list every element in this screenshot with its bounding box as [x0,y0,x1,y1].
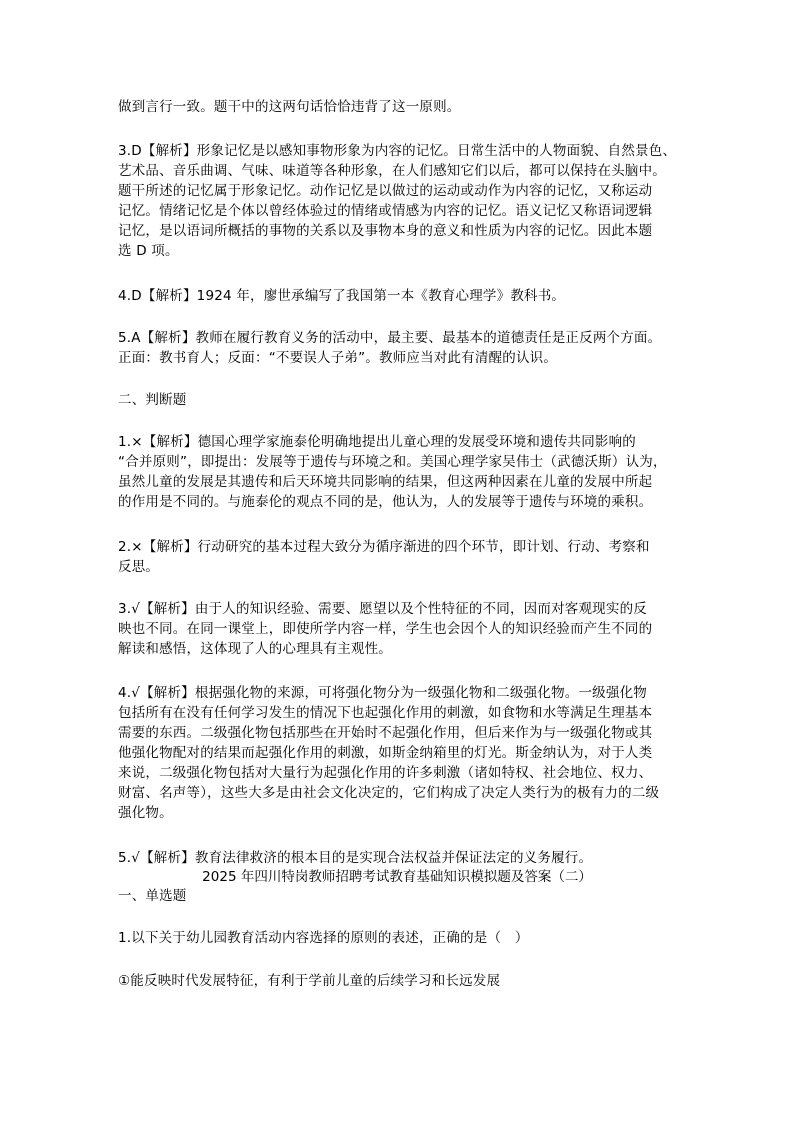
question-option: ①能反映时代发展特征，有利于学前儿童的后续学习和长远发展 [118,973,501,989]
text-line: 映也不同。在同一课堂上，即使所学内容一样，学生也会因个人的知识经验而产生不同的 [118,621,653,637]
text-line: “合并原则”，即提出：发展等于遗传与环境之和。美国心理学家吴伟士（武德沃斯）认为， [118,454,667,470]
text-line: 解读和感悟，这体现了人的心理具有主观性。 [118,641,392,657]
text-line: 的作用是不同的。与施泰伦的观点不同的是，他认为，人的发展等于遗传与环境的乘积。 [118,494,653,510]
text-line: 记忆。情绪记忆是个体以曾经体验过的情绪或情感为内容的记忆。语义记忆又称语词逻辑 [118,203,653,219]
text-line: 财富、名声等），这些大多是由社会文化决定的，它们构成了决定人类行为的极有力的二级 [118,785,660,801]
text-line: 题干所述的记忆属于形象记忆。动作记忆是以做过的运动或动作为内容的记忆，又称运动 [118,183,653,199]
text-line: 3.D【解析】形象记忆是以感知事物形象为内容的记忆。日常生活中的人物面貌、自然景色、 [118,143,677,159]
text-line: 强化物。 [118,805,173,821]
section-heading: 二、判断题 [118,392,187,408]
text-line: 需要的东西。二级强化物包括那些在开始时不起强化作用，但后来作为与一级强化物或其 [118,725,653,741]
text-line: 正面：教书育人；反面：“不要误人子弟”。教师应当对此有清醒的认识。 [118,350,558,366]
question-text: 1.以下关于幼儿园教育活动内容选择的原则的表述，正确的是（ ） [118,930,529,946]
text-line: 2.×【解析】行动研究的基本过程大致分为循序渐进的四个环节，即计划、行动、考察和 [118,539,650,555]
text-line: 4.D【解析】1924 年，廖世承编写了我国第一本《教育心理学》教科书。 [118,288,566,304]
text-line: 艺术品、音乐曲调、气味、味道等各种形象，在人们感知它们以后，都可以保持在头脑中。 [118,163,666,179]
text-line: 5.A【解析】教师在履行教育义务的活动中，最主要、最基本的道德责任是正反两个方面。 [118,330,662,346]
text-line: 1.×【解析】德国心理学家施泰伦明确地提出儿童心理的发展受环境和遗传共同影响的 [118,434,636,450]
text-line: 他强化物配对的结果而起强化作用的刺激，如斯金纳箱里的灯光。斯金纳认为，对于人类 [118,745,653,761]
text-line: 选 D 项。 [118,243,179,259]
text-line: 虽然儿童的发展是其遗传和后天环境共同影响的结果，但这两种因素在儿童的发展中所起 [118,474,653,490]
section-heading: 一、单选题 [118,888,187,904]
text-line: 来说，二级强化物包括对大量行为起强化作用的许多刺激（诸如特权、社会地位、权力、 [118,765,653,781]
text-line: 4.√【解析】根据强化物的来源，可将强化物分为一级强化物和二级强化物。一级强化物 [118,685,647,701]
text-line: 3.√【解析】由于人的知识经验、需要、愿望以及个性特征的不同，因而对客观现实的反 [118,601,647,617]
text-line: 5.√【解析】教育法律救济的根本目的是实现合法权益并保证法定的义务履行。 [118,850,593,866]
text-line: 反思。 [118,559,160,575]
text-line: 做到言行一致。题干中的这两句话恰恰违背了这一原则。 [118,99,461,115]
document-heading: 2025 年四川特岗教师招聘考试教育基础知识模拟题及答案（二） [202,869,592,885]
text-line: 记忆，是以语词所概括的事物的关系以及事物本身的意义和性质为内容的记忆。因此本题 [118,223,653,239]
text-line: 包括所有在没有任何学习发生的情况下也起强化作用的刺激，如食物和水等满足生理基本 [118,705,653,721]
